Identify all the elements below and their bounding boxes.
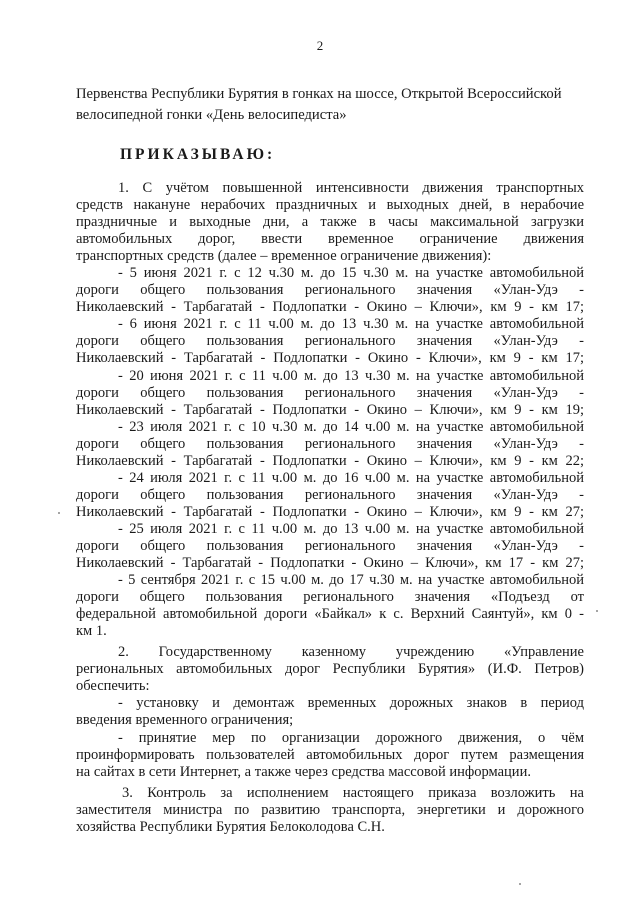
restriction-line: - 24 июля 2021 г. с 11 ч.00 м. до 16 ч.00 м. на участке автомобильной — [118, 469, 584, 486]
intro-line: велосипедной гонки «День велосипедиста» — [76, 107, 347, 123]
clause-2-item-line: - установку и демонтаж временных дорожных знаков в период — [118, 695, 584, 712]
clause-2 — [76, 644, 584, 695]
clause-3-line: хозяйства Республики Бурятия Белоколодова С.Н. — [76, 818, 385, 835]
clause-1-line: средств накануне нерабочих праздничных и выходных дней, в нерабочие — [76, 197, 584, 214]
clause-2-item — [76, 695, 584, 729]
page-number: 2 — [316, 38, 324, 53]
restriction-item — [76, 572, 584, 640]
clause-1-line: праздничные и выходные дни, а также в часы максимальной загрузки — [76, 214, 584, 231]
clause-1-line: автомобильных дорог, ввести временное ограничение движения — [76, 231, 584, 248]
restriction-line: - 5 сентября 2021 г. с 15 ч.00 м. до 17 ч.30 м. на участке автомобильной — [118, 572, 584, 589]
restriction-line: - 20 июня 2021 г. с 11 ч.00 м. до 13 ч.30 м. на участке автомобильной — [118, 367, 584, 384]
clause-2-item — [76, 730, 584, 781]
restriction-line: федеральной автомобильной дороги «Байкал» к с. Верхний Саянтуй», км 0 - — [76, 606, 584, 623]
clause-2-item-line: на сайтах в сети Интернет, а также через средства массовой информации. — [76, 763, 531, 780]
restriction-item — [76, 470, 584, 521]
clause-1-line: транспортных средств (далее – временное ограничение движения): — [76, 248, 492, 265]
restriction-line: - 25 июля 2021 г. с 11 ч.00 м. до 13 ч.00 м. на участке автомобильной — [118, 520, 584, 537]
restriction-item — [76, 265, 584, 316]
clause-2-item-line: проинформировать пользователей автомобильных дорог путем размещения — [76, 746, 584, 763]
restriction-line: дороги общего пользования регионального значения «Улан-Удэ - — [76, 384, 584, 401]
clause-2-item-line: - принятие мер по организации дорожного движения, о чём — [118, 729, 584, 746]
scan-speck — [596, 610, 598, 612]
restriction-line: Николаевский - Тарбагатай - Подлопатки - Окино – Ключи», км 9 - км 17; — [76, 299, 584, 316]
order-heading: ПРИКАЗЫВАЮ: — [120, 146, 276, 163]
restriction-line: Николаевский - Тарбагатай - Подлопатки - Окино – Ключи», км 17 - км 27; — [76, 555, 584, 572]
clause-1 — [76, 180, 584, 265]
restriction-line: - 23 июля 2021 г. с 10 ч.30 м. до 14 ч.00 м. на участке автомобильной — [118, 418, 584, 435]
clause-1-line: 1. С учётом повышенной интенсивности движения транспортных — [118, 180, 584, 196]
restriction-line: дороги общего пользования регионального значения «Улан-Удэ - — [76, 333, 584, 350]
restriction-line: Николаевский - Тарбагатай - Подлопатки - Окино - Ключи», км 9 - км 17; — [76, 350, 584, 367]
clause-3-line: заместителя министра по развитию транспорта, энергетики и дорожного — [76, 801, 584, 818]
restriction-item — [76, 368, 584, 419]
clause-2-item-line: введения временного ограничения; — [76, 712, 294, 729]
clause-3-line: 3. Контроль за исполнением настоящего приказа возложить на — [122, 784, 584, 801]
clause-3 — [76, 785, 584, 836]
restriction-item — [76, 419, 584, 470]
scan-speck — [519, 883, 521, 885]
restriction-line: дороги общего пользования регионального значения «Улан-Удэ - — [76, 537, 584, 554]
scan-speck — [58, 512, 60, 514]
intro-text — [76, 84, 586, 126]
restriction-line: - 6 июня 2021 г. с 11 ч.00 м. до 13 ч.30 м. на участке автомобильной — [118, 316, 584, 333]
restriction-line: дороги общего пользования регионального значения «Улан-Удэ - — [76, 435, 584, 452]
intro-line: Первенства Республики Бурятия в гонках на шоссе, Открытой Всероссийской — [76, 86, 562, 102]
restriction-item — [76, 316, 584, 367]
restriction-line: дороги общего пользования регионального значения «Улан-Удэ - — [76, 486, 584, 503]
restriction-line: Николаевский - Тарбагатай - Подлопатки - Окино – Ключи», км 9 - км 22; — [76, 452, 584, 469]
restriction-line: Николаевский - Тарбагатай - Подлопатки - Окино – Ключи», км 9 - км 27; — [76, 503, 584, 520]
restriction-item — [76, 521, 584, 572]
restriction-line: км 1. — [76, 623, 107, 640]
restriction-line: - 5 июня 2021 г. с 12 ч.30 м. до 15 ч.30 м. на участке автомобильной — [118, 265, 584, 282]
clause-2-line: 2. Государственному казенному учреждению «Управление — [118, 644, 584, 661]
restriction-line: дороги общего пользования регионального значения «Улан-Удэ - — [76, 282, 584, 299]
restriction-line: Николаевский - Тарбагатай - Подлопатки - Окино – Ключи», км 9 - км 19; — [76, 401, 584, 418]
clause-2-line: обеспечить: — [76, 678, 150, 695]
clause-2-line: региональных автомобильных дорог Республики Бурятия» (И.Ф. Петров) — [76, 661, 584, 678]
restriction-line: дороги общего пользования регионального значения «Подъезд от — [76, 589, 584, 606]
order-body — [76, 180, 584, 836]
